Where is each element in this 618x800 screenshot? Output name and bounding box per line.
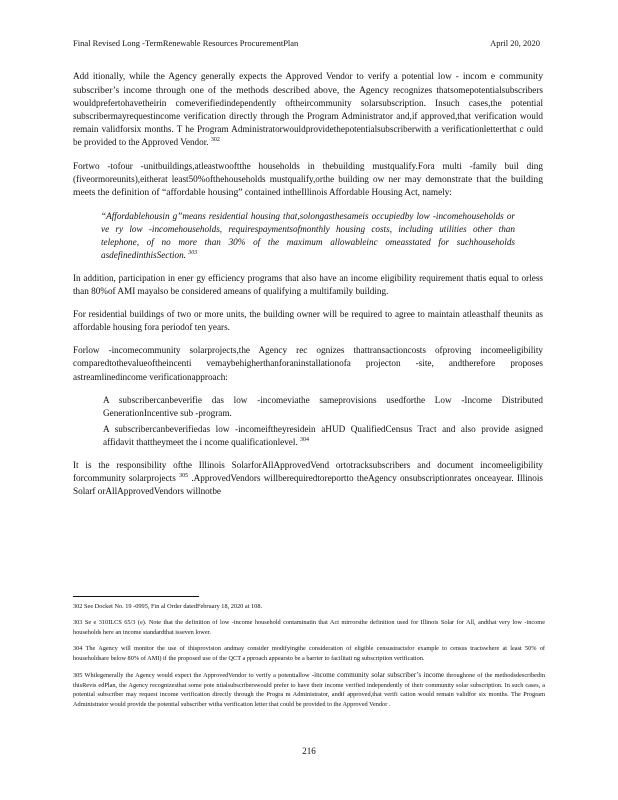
paragraph-income-verification: Add itionally, while the Agency generally expects the Approved Vendor to verify a potential low - incom e community subscriber’s income through one of the methods described above, the Agency recognizes thatsomepotentialsubscribers wouldprefertohavetheirin comeverifiedindependently oftheircommunity solarsubscription. Insuch cases,the potential subscribermayrequestincome verification directly through the Program Administrator and,if approved,that verification would remain validforsix months. T he Program Administratorwouldprovidethepotentialsubscriberwith a verificationletterthat c ould be provided to the Approved Vendor. $^{302}$ [73,71,544,148]
list-item: A subscribercanbeverifiedas low -incomeiftheyresidein aHUD QualifiedCensus Tract and also provide asigned affidavit thattheymeet the i ncome qualificationlevel. $^{304}$ [103,423,543,447]
footnote-ref-302[interactable]: 302 [210,137,220,144]
header-date: April 20, 2020 [490,38,540,48]
footnote-ref-305[interactable]: 305 [179,472,189,479]
paragraph-building-qualification: Fortwo -tofour -unitbuildings,atleastwooftthe households in thebuilding mustqualify.Fora multi -family buil ding (fiveormoreunits),eitherat least50%ofthehouseholds mustqualify,orthe building ow ner may demonstrate that the building meets the definition of “affordable housing” contained intheIllinois Affordable Housing Act, namely: [73,160,543,199]
document-body [73,70,543,508]
footnote-304: 304 The Agency will monitor the use of thisprovision andmay consider modifyingthe consideration of eligible censustractsfor example to census tractswhere at least 50% of householdsare below 80% of AMI) if the proposed use of the QCT a pproach appearsto be a barrier to facilitati ng subscription verification. [73,645,545,662]
footnote-ref-303[interactable]: 303 [188,250,198,256]
header-title: Final Revised Long -TermRenewable Resources ProcurementPlan [73,38,299,48]
footnote-305: 305 Whilegenerally the Agency would expect the ApprovedVendor to verify a potentiallow -income community solar subscriber’s income throughone of the methodsdescribedin thisRevis edPlan, the Agency recognizesthat some pote ntialsubscriberswould prefer to have their income verified independently of their community solar subscription. In such cases, a potential subscriber may request income verification directly through the Progra m Administrator, andif approved,that verifi cation would remain validfor six months. The Program Administrator would provide the potential subscriber witha verification letter that could be provided to the Approved Vendor . [73,671,545,708]
block-quote-affordable-housing: “Affordablehousin g”means residential housing that,solongasthesameis occupiedby low -incomehouseholds or ve ry low -incomehouseholds, requirespaymentsofmonthly housing costs, including utilities other than telephone, of no more than 30% of the maximum allowableinc omeasstated for suchhouseholds asdefinedinthisSection. $^{303}$ [101,210,515,261]
paragraph-residential-buildings: For residential buildings of two or more units, the building owner will be required to agree to maintain atleasthalf theunits as affordable housing fora periodof ten years. [73,309,543,333]
page-header [73,38,540,48]
page-number: 216 [302,746,316,756]
footnote-ref-304[interactable]: 304 [300,436,310,443]
footnote-302: 302 See Docket No. 19 -0995, Fin al Order datedFebruary 18, 2020 at 108. [73,603,263,610]
footnote-divider [73,596,199,597]
paragraph-responsibility: It is the responsibility ofthe Illinois SolarforAllApprovedVend ortotracksubscribers and document incomeeligibility forcommunity solarprojects $^{305}$ .ApprovedVendors willberequiredtoreportto theAgency onsubscriptionrates onceayear. Illinois Solarf orAllApprovedVendors willnotbe [73,459,543,497]
verification-bullet-list [73,394,543,449]
paragraph-energy-efficiency: In addition, participation in ener gy efficiency programs that also have an income eligibility requirement thatis equal to orless than 80%of AMI mayalso be considered ameans of qualifying a multifamily building. [73,273,543,297]
paragraph-streamlined-verification: Forlow -incomecommunity solarprojects,the Agency rec ognizes thattransactioncosts ofproving incomeeligibility comparedtothevalueoftheincenti vemaybehigherthanforaninstallationofa projecton -site, andtherefore proposes astreamlinedincome verificationapproach: [73,345,543,382]
list-item: A subscribercanbeverifie das low -incomeviathe sameprovisions usedforthe Low -Income Distributed GenerationIncentive sub -program. [103,394,543,418]
footnotes [73,602,545,716]
footnote-303: 303 Se e 310ILCS 65/3 (e). Note that the definition of low -income household contaminatin that Act mirrorsthe definition used for Illinois Solar for All, andthat very low -income households here an income standardthat isseven lower. [73,619,545,636]
